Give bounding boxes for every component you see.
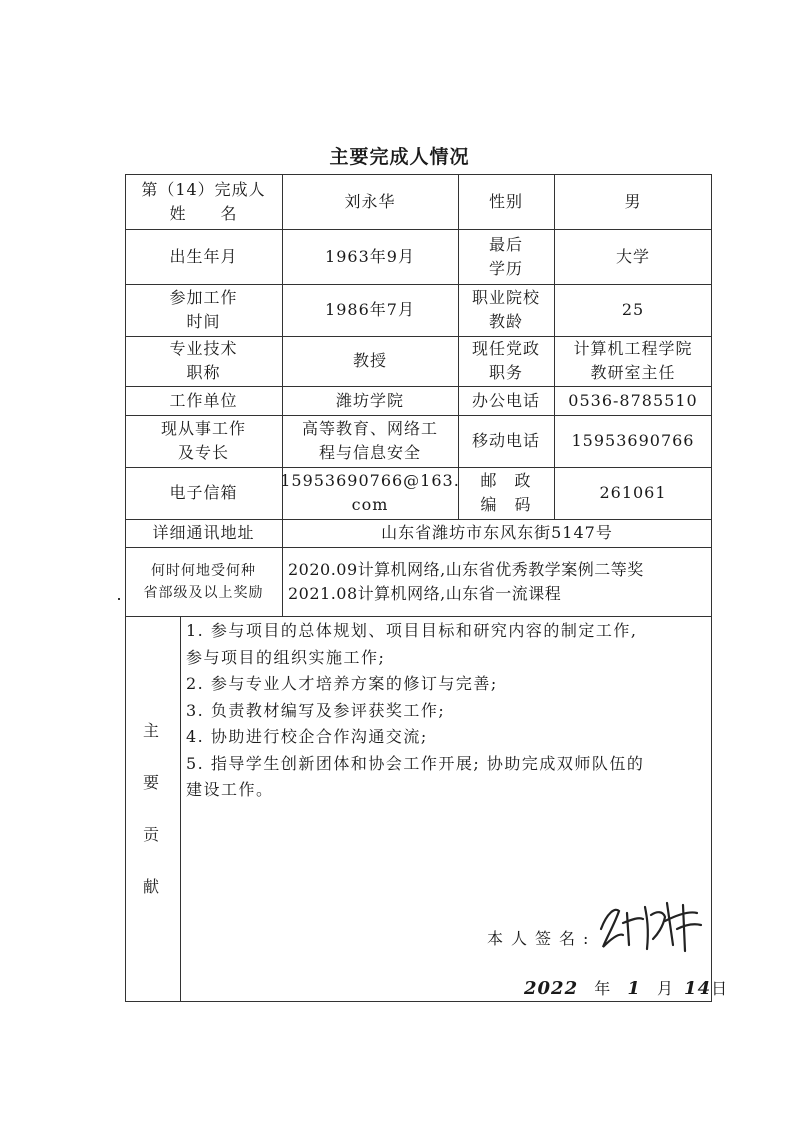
email-label: 电子信箱 [169,483,238,502]
contribution-line: 5. 指导学生创新团体和协会工作开展; 协助完成双师队伍的 [186,753,645,773]
contribution-text [186,618,706,804]
postcode-label: 邮 政 编 码 [480,471,532,514]
gender-value: 男 [624,191,642,211]
employer-label: 工作单位 [169,390,238,410]
contribution-line: 3. 负责教材编写及参评获奖工作; [186,700,446,720]
award-label: 何时何地受何种 省部级及以上奖励 [143,562,264,601]
office-phone-value: 0536-8785510 [568,390,698,410]
name-label: 第（14）完成人 姓 名 [141,179,266,223]
address-label: 详细通讯地址 [152,523,255,542]
education-label: 最后 学历 [488,234,523,278]
contribution-line: 2. 参与专业人才培养方案的修订与完善; [186,674,498,693]
award-value: 2020.09计算机网络,山东省优秀教学案例二等奖 2021.08计算机网络,山东省一流课程 [288,559,644,603]
contribution-line: 4. 协助进行校企合作沟通交流; [186,727,428,746]
address-value: 山东省潍坊市东风东街5147号 [381,523,613,542]
specialty-value: 高等教育、网络工 程与信息安全 [301,419,438,462]
contribution-line: 建设工作。 [186,780,274,799]
gender-label: 性别 [488,191,523,211]
sign-date: 2022 年 1 月 14日 [524,978,729,999]
handwritten-signature [593,893,707,957]
tech-title-value: 教授 [352,351,387,370]
contribution-line: 1. 参与项目的总体规划、项目目标和研究内容的制定工作, [186,621,638,640]
name-value: 刘永华 [344,191,396,211]
party-post-label: 现任党政 职务 [471,339,540,382]
birth-value: 1963年9月 [325,246,415,266]
education-value: 大学 [615,246,650,266]
work-start-label: 参加工作 时间 [169,288,238,331]
postcode-value: 261061 [599,483,667,502]
mobile-label: 移动电话 [471,431,540,450]
email-value: 15953690766@163. com [280,471,460,514]
party-post-value: 计算机工程学院 教研室主任 [573,339,693,382]
office-phone-label: 办公电话 [471,390,540,410]
mobile-value: 15953690766 [571,431,695,450]
employer-value: 潍坊学院 [335,390,404,410]
page-title: 主要完成人情况 [329,146,470,168]
contribution-line: 参与项目的组织实施工作; [186,647,386,667]
teaching-age-value: 25 [621,300,645,319]
birth-label: 出生年月 [169,246,238,266]
teaching-age-label: 职业院校 教龄 [471,288,540,331]
contribution-label: 主 要 贡 献 [142,721,159,896]
work-start-value: 1986年7月 [325,300,415,319]
signature-label: 本人签名: [487,929,597,948]
tech-title-label: 专业技术 职称 [169,339,238,382]
specialty-label: 现从事工作 及专长 [160,419,246,462]
